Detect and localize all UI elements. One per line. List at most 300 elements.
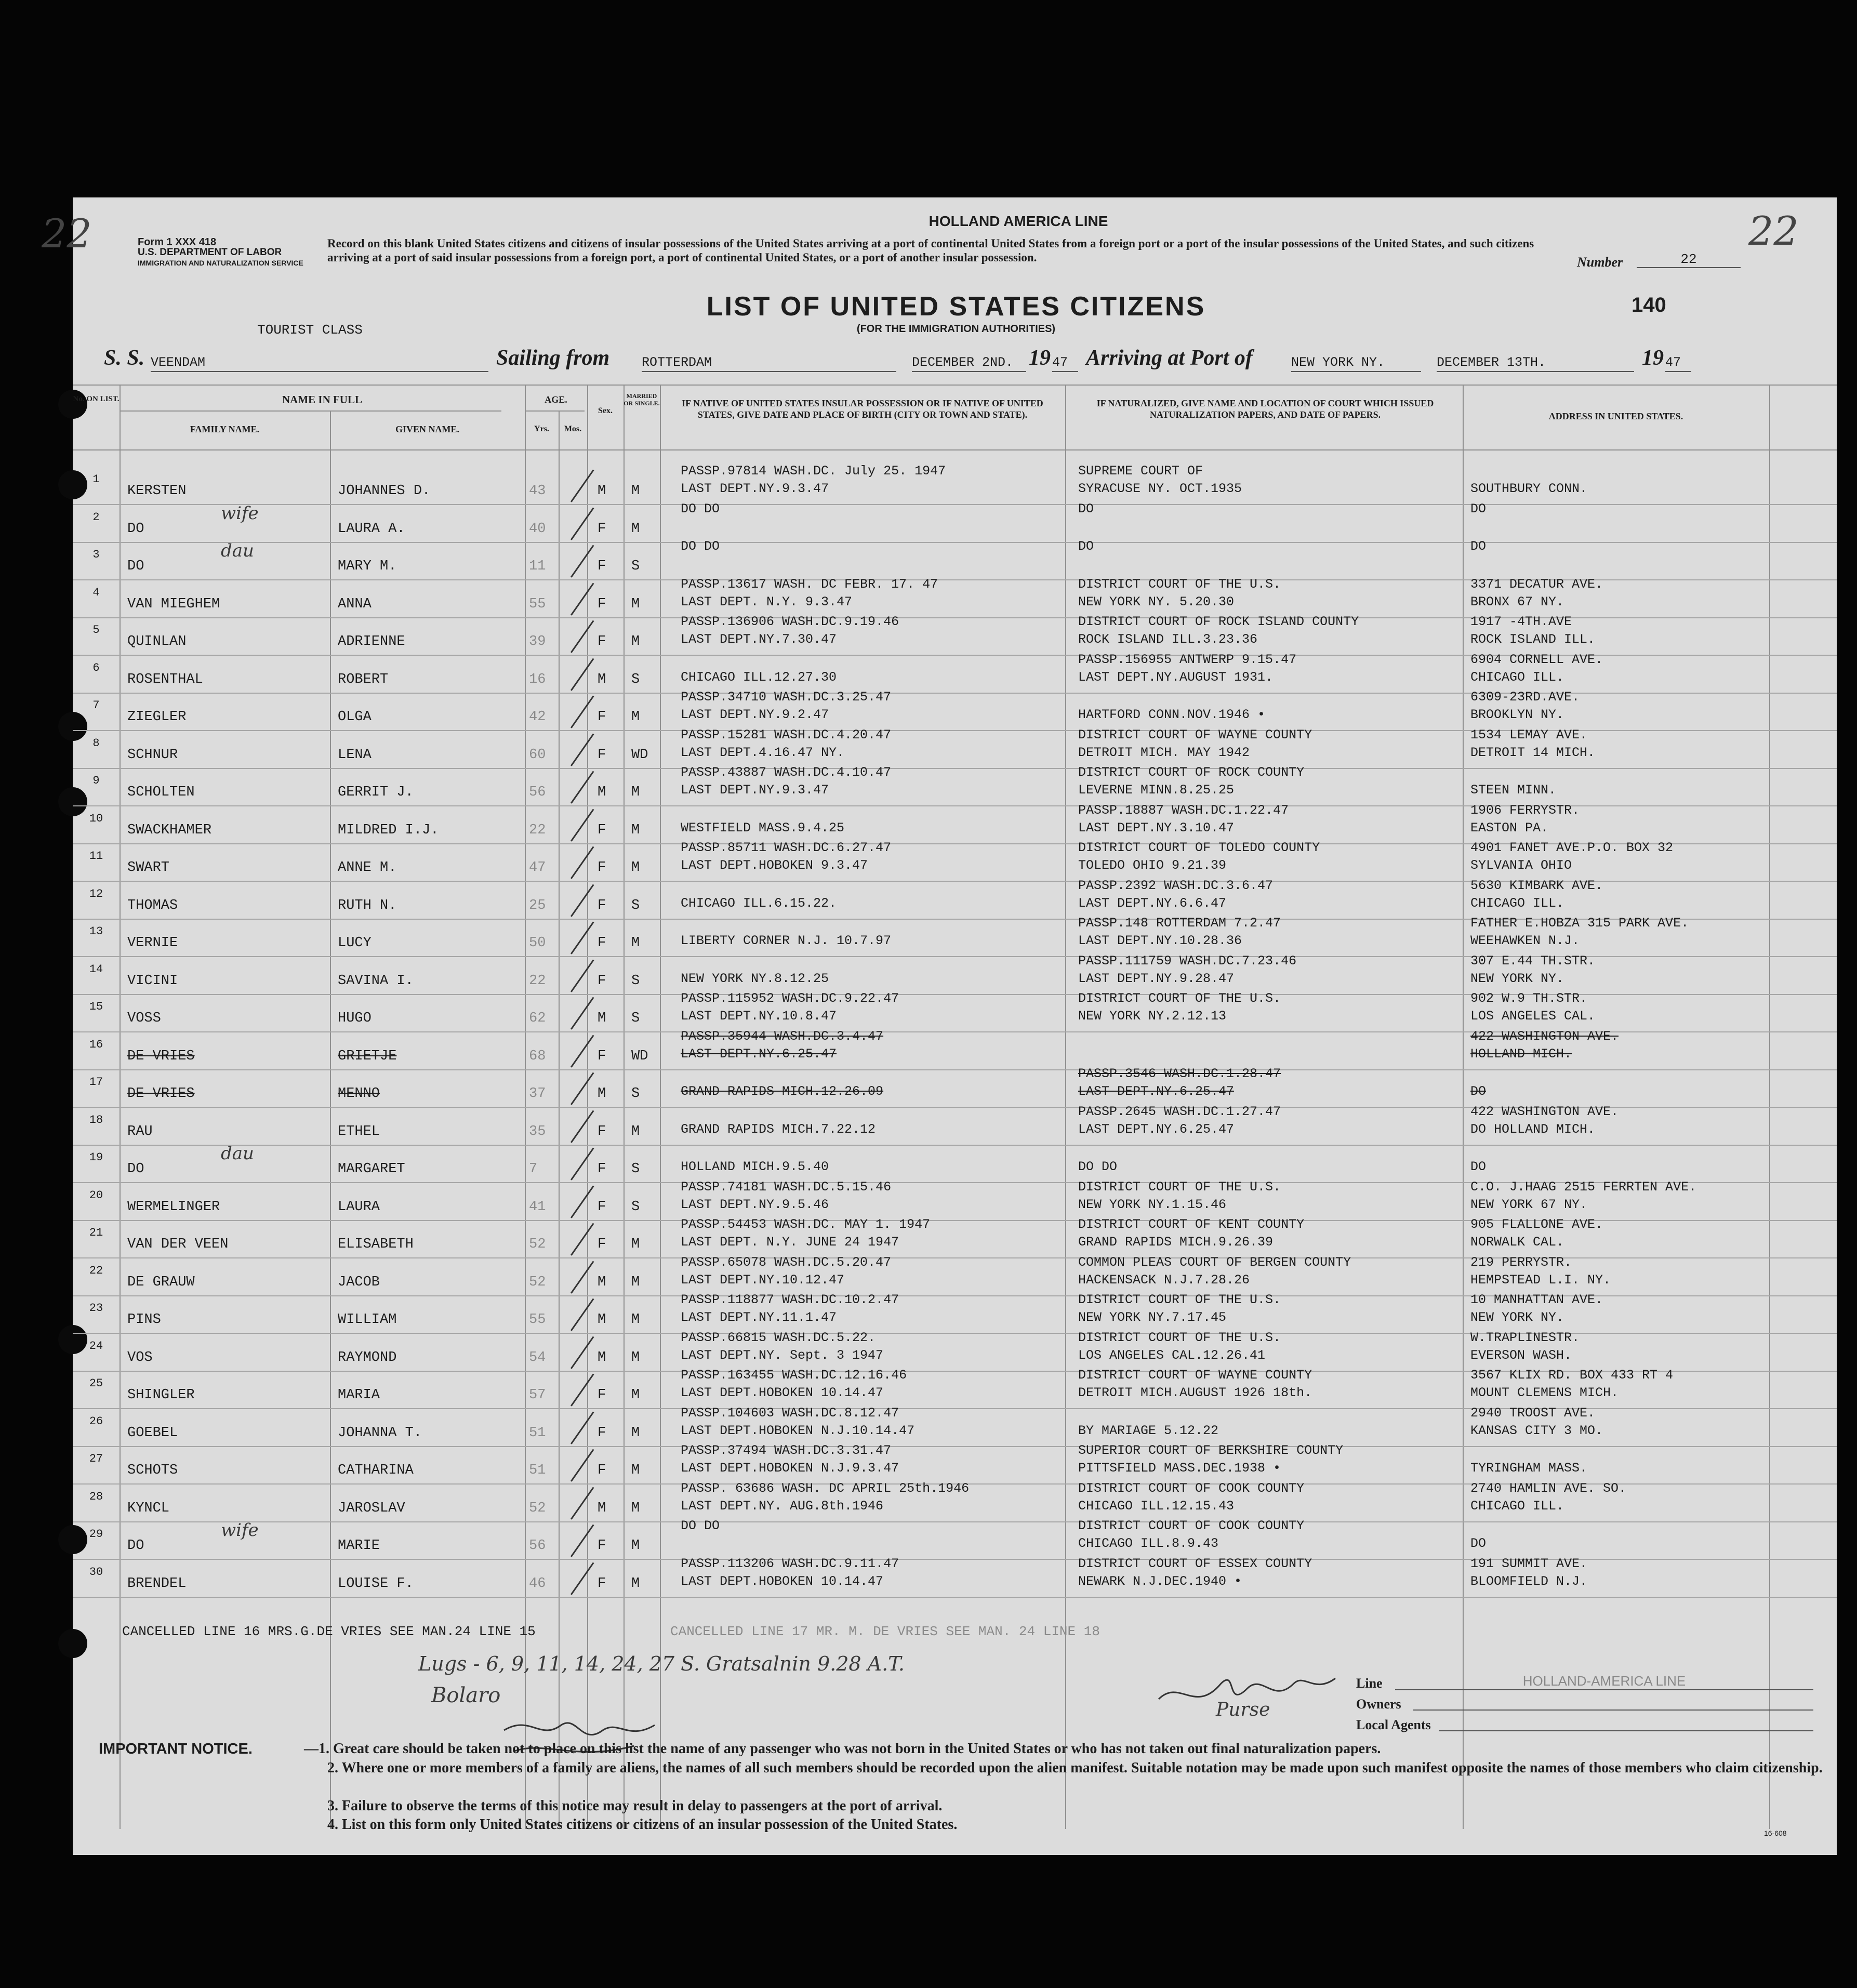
given-name: MENNO bbox=[338, 1086, 380, 1102]
address-line: CHICAGO ILL. bbox=[1470, 669, 1564, 685]
birth-info-line: LAST DEPT. N.Y. 9.3.47 bbox=[681, 594, 853, 609]
naturalization-line: NEW YORK NY.1.15.46 bbox=[1078, 1197, 1227, 1212]
naturalization-line: DISTRICT COURT OF TOLEDO COUNTY bbox=[1078, 840, 1320, 855]
row-number: 29 bbox=[89, 1528, 103, 1541]
given-name: MILDRED I.J. bbox=[338, 822, 439, 838]
row-number: 7 bbox=[92, 699, 100, 712]
naturalization-line: DISTRICT COURT OF ROCK COUNTY bbox=[1078, 765, 1305, 780]
age-years: 47 bbox=[529, 860, 546, 876]
family-name: VOSS bbox=[127, 1011, 161, 1026]
check-mark bbox=[571, 997, 594, 1030]
address-line: 2940 TROOST AVE. bbox=[1470, 1405, 1596, 1421]
row-number: 25 bbox=[89, 1377, 103, 1390]
family-name: SCHOLTEN bbox=[127, 785, 195, 800]
naturalization-line: BY MARIAGE 5.12.22 bbox=[1078, 1423, 1219, 1438]
sex: M bbox=[598, 1312, 606, 1328]
naturalization-line: SUPREME COURT OF bbox=[1078, 463, 1203, 479]
family-name: DE GRAUW bbox=[127, 1274, 195, 1290]
family-name: DO bbox=[127, 1161, 144, 1177]
age-years: 55 bbox=[529, 596, 546, 612]
address-line: 1906 FERRYSTR. bbox=[1470, 802, 1580, 818]
naturalization-line: SYRACUSE NY. OCT.1935 bbox=[1078, 481, 1242, 496]
row-number: 13 bbox=[89, 925, 103, 938]
birth-info-line: LIBERTY CORNER N.J. 10.7.97 bbox=[681, 933, 892, 948]
row-rule bbox=[73, 1521, 1837, 1522]
row-rule bbox=[73, 1069, 1837, 1070]
sex: F bbox=[598, 935, 606, 951]
address-line: 905 FLALLONE AVE. bbox=[1470, 1217, 1603, 1232]
age-years: 52 bbox=[529, 1237, 546, 1252]
naturalization-line: DISTRICT COURT OF KENT COUNTY bbox=[1078, 1217, 1305, 1232]
sex: F bbox=[598, 1387, 606, 1403]
given-name: RUTH N. bbox=[338, 897, 397, 913]
naturalization-line: DETROIT MICH.AUGUST 1926 18th. bbox=[1078, 1385, 1312, 1400]
marital-status: M bbox=[631, 1312, 640, 1328]
col-age: AGE. bbox=[545, 394, 567, 405]
sex: F bbox=[598, 1123, 606, 1139]
naturalization-line: DISTRICT COURT OF THE U.S. bbox=[1078, 1179, 1281, 1195]
marital-status: M bbox=[631, 785, 640, 800]
row-number: 14 bbox=[89, 962, 103, 976]
check-mark bbox=[571, 1261, 594, 1293]
birth-info-line: LAST DEPT.HOBOKEN 10.14.47 bbox=[681, 1573, 884, 1589]
age-years: 56 bbox=[529, 785, 546, 800]
table-header-bottom bbox=[73, 449, 1837, 450]
agents-label: Local Agents bbox=[1356, 1717, 1431, 1732]
col-birth: IF NATIVE OF UNITED STATES INSULAR POSSESSION OR IF NATIVE OF UNITED STATES, GIVE DATE AND PLACE OF BIRTH (CITY OR TOWN AND STATE). bbox=[682, 398, 1043, 420]
family-name: SCHOTS bbox=[127, 1463, 178, 1478]
birth-info-line: PASSP.66815 WASH.DC.5.22. bbox=[681, 1330, 876, 1345]
address-line: 191 SUMMIT AVE. bbox=[1470, 1556, 1588, 1571]
age-years: 56 bbox=[529, 1538, 546, 1554]
col-rule bbox=[330, 410, 331, 1829]
check-mark bbox=[571, 1148, 594, 1181]
family-name: SHINGLER bbox=[127, 1387, 195, 1403]
check-mark bbox=[571, 1110, 594, 1143]
page-mark-left: 22 bbox=[42, 210, 92, 257]
col-marital: MARRIED OR SINGLE. bbox=[624, 392, 660, 407]
check-mark bbox=[571, 959, 594, 992]
naturalization-line: PASSP.2645 WASH.DC.1.27.47 bbox=[1078, 1104, 1281, 1119]
birth-info-line: NEW YORK NY.8.12.25 bbox=[681, 971, 829, 986]
age-years: 22 bbox=[529, 822, 546, 838]
family-name: DO bbox=[127, 559, 144, 574]
age-years: 7 bbox=[529, 1161, 538, 1177]
row-number: 12 bbox=[89, 887, 103, 900]
naturalization-line: PITTSFIELD MASS.DEC.1938 • bbox=[1078, 1461, 1281, 1476]
family-name: DE VRIES bbox=[127, 1086, 195, 1102]
address-line: DO bbox=[1470, 501, 1487, 516]
address-line: FATHER E.HOBZA 315 PARK AVE. bbox=[1470, 916, 1689, 931]
family-name: KERSTEN bbox=[127, 483, 187, 499]
birth-info-line: LAST DEPT.4.16.47 NY. bbox=[681, 745, 845, 760]
family-name: THOMAS bbox=[127, 897, 178, 913]
family-name: SWART bbox=[127, 860, 170, 876]
form-number: Form 1 XXX 418 bbox=[138, 236, 217, 248]
address-line: ROCK ISLAND ILL. bbox=[1470, 632, 1596, 647]
address-line: MOUNT CLEMENS MICH. bbox=[1470, 1385, 1619, 1400]
naturalization-line: TOLEDO OHIO 9.21.39 bbox=[1078, 858, 1227, 873]
birth-info-line: LAST DEPT.NY.9.2.47 bbox=[681, 707, 829, 722]
table-border-top bbox=[73, 385, 1837, 386]
row-rule bbox=[73, 1257, 1837, 1258]
naturalization-line: DISTRICT COURT OF COOK COUNTY bbox=[1078, 1480, 1305, 1496]
notice-2: 2. Where one or more members of a family are aliens, the names of all such members should be recorded upon the alien manifest. Suitable notation may be made upon such manifest opposite the names of those members who claim citizenship. bbox=[327, 1760, 1823, 1776]
sex: M bbox=[598, 1349, 606, 1366]
sailing-label: Sailing from bbox=[496, 346, 610, 370]
given-name: LUCY bbox=[338, 935, 372, 951]
naturalization-line: NEW YORK NY. 5.20.30 bbox=[1078, 594, 1235, 609]
given-name: LAURA A. bbox=[338, 521, 405, 537]
birth-info-line: PASSP.37494 WASH.DC.3.31.47 bbox=[681, 1443, 892, 1458]
marital-status: M bbox=[631, 1123, 640, 1139]
birth-info-line: CHICAGO ILL.6.15.22. bbox=[681, 895, 837, 911]
row-number: 8 bbox=[92, 736, 100, 750]
age-years: 62 bbox=[529, 1011, 546, 1026]
naturalization-line: DISTRICT COURT OF THE U.S. bbox=[1078, 576, 1281, 592]
arrival-date: DECEMBER 13TH. bbox=[1437, 355, 1634, 372]
address-line: BRONX 67 NY. bbox=[1470, 594, 1564, 609]
given-name: MARY M. bbox=[338, 559, 397, 574]
col-name: NAME IN FULL bbox=[282, 393, 362, 406]
agents-line bbox=[1439, 1715, 1813, 1731]
sex: F bbox=[598, 860, 606, 876]
row-rule bbox=[73, 768, 1837, 769]
name-header-rule bbox=[120, 410, 501, 412]
row-number: 1 bbox=[92, 473, 100, 486]
row-number: 19 bbox=[89, 1151, 103, 1164]
address-line: NORWALK CAL. bbox=[1470, 1235, 1564, 1250]
address-line: 307 E.44 TH.STR. bbox=[1470, 953, 1596, 969]
birth-info-line: LAST DEPT.HOBOKEN 9.3.47 bbox=[681, 858, 868, 873]
birth-info-line: PASSP.15281 WASH.DC.4.20.47 bbox=[681, 727, 892, 743]
row-number: 18 bbox=[89, 1113, 103, 1126]
family-name: DO bbox=[127, 1538, 144, 1554]
given-name: ELISABETH bbox=[338, 1237, 414, 1252]
row-number: 11 bbox=[89, 850, 103, 863]
company-name: HOLLAND AMERICA LINE bbox=[928, 213, 1108, 229]
birth-info-line: PASSP.34710 WASH.DC.3.25.47 bbox=[681, 690, 892, 705]
address-line: EASTON PA. bbox=[1470, 820, 1549, 836]
birth-info-line: LAST DEPT.NY.10.8.47 bbox=[681, 1009, 837, 1024]
check-mark bbox=[571, 1072, 594, 1105]
cancel-note-1: CANCELLED LINE 16 MRS.G.DE VRIES SEE MAN.24 LINE 15 bbox=[122, 1624, 536, 1639]
age-years: 11 bbox=[529, 559, 546, 574]
given-name: LAURA bbox=[338, 1199, 380, 1215]
family-name: VICINI bbox=[127, 973, 178, 989]
age-years: 25 bbox=[529, 897, 546, 913]
marital-status: WD bbox=[631, 747, 648, 763]
voyage-line bbox=[104, 346, 1813, 372]
purser-signature-scrawl bbox=[1148, 1663, 1382, 1725]
given-name: OLGA bbox=[338, 709, 372, 725]
naturalization-line: PASSP.2392 WASH.DC.3.6.47 bbox=[1078, 878, 1274, 893]
age-years: 40 bbox=[529, 521, 546, 537]
birth-info-line: PASSP.97814 WASH.DC. July 25. 1947 bbox=[681, 463, 946, 479]
marital-status: M bbox=[631, 1425, 640, 1441]
marital-status: M bbox=[631, 634, 640, 650]
col-address: ADDRESS IN UNITED STATES. bbox=[1548, 411, 1683, 421]
given-name: RAYMOND bbox=[338, 1349, 397, 1366]
family-name: KYNCL bbox=[127, 1500, 170, 1516]
birth-info-line: PASSP.104603 WASH.DC.8.12.47 bbox=[681, 1405, 899, 1421]
address-line: WEEHAWKEN N.J. bbox=[1470, 933, 1580, 948]
address-line: DO bbox=[1470, 539, 1487, 554]
birth-info-line: GRAND RAPIDS MICH.7.22.12 bbox=[681, 1121, 876, 1137]
birth-info-line: GRAND RAPIDS MICH.12.26.09 bbox=[681, 1084, 884, 1099]
sex: M bbox=[598, 1274, 606, 1290]
address-line: DO bbox=[1470, 1536, 1487, 1551]
check-mark bbox=[571, 1487, 594, 1519]
sex: F bbox=[598, 747, 606, 763]
stamp-number: 140 bbox=[1631, 294, 1666, 316]
check-mark bbox=[571, 582, 594, 615]
marital-status: S bbox=[631, 1011, 640, 1026]
owners-label: Owners bbox=[1356, 1697, 1401, 1712]
address-line: 3371 DECATUR AVE. bbox=[1470, 576, 1603, 592]
birth-info-line: LAST DEPT.NY. AUG.8th.1946 bbox=[681, 1498, 884, 1514]
sailing-date: DECEMBER 2ND. bbox=[912, 355, 1026, 372]
birth-info-line: LAST DEPT.NY.10.12.47 bbox=[681, 1272, 845, 1288]
address-line: NEW YORK 67 NY. bbox=[1470, 1197, 1588, 1212]
birth-info-line: HOLLAND MICH.9.5.40 bbox=[681, 1159, 829, 1174]
marital-status: M bbox=[631, 483, 640, 499]
marital-status: M bbox=[631, 1500, 640, 1516]
row-rule bbox=[73, 1597, 1837, 1598]
marital-status: M bbox=[631, 822, 640, 838]
birth-info-line: LAST DEPT.NY.9.3.47 bbox=[681, 783, 829, 798]
address-line: LOS ANGELES CAL. bbox=[1470, 1009, 1596, 1024]
age-years: 35 bbox=[529, 1123, 546, 1139]
age-years: 50 bbox=[529, 935, 546, 951]
birth-info-line: LAST DEPT.NY. Sept. 3 1947 bbox=[681, 1347, 884, 1363]
naturalization-line: LAST DEPT.NY.6.25.47 bbox=[1078, 1084, 1235, 1099]
given-name: ETHEL bbox=[338, 1123, 380, 1139]
age-years: 42 bbox=[529, 709, 546, 725]
handwritten-relation: wife bbox=[221, 502, 259, 524]
address-line: EVERSON WASH. bbox=[1470, 1347, 1572, 1363]
naturalization-line: SUPERIOR COURT OF BERKSHIRE COUNTY bbox=[1078, 1443, 1344, 1458]
family-name: SWACKHAMER bbox=[127, 822, 212, 838]
number-value: 22 bbox=[1637, 251, 1741, 268]
check-mark bbox=[571, 545, 594, 578]
marital-status: M bbox=[631, 1463, 640, 1478]
sailing-year-prefix: 19 bbox=[1029, 346, 1051, 370]
notice-heading: IMPORTANT NOTICE. bbox=[99, 1741, 253, 1757]
address-line: 5630 KIMBARK AVE. bbox=[1470, 878, 1603, 893]
age-years: 51 bbox=[529, 1425, 546, 1441]
check-mark bbox=[571, 1185, 594, 1218]
sex: F bbox=[598, 822, 606, 838]
class-label: TOURIST CLASS bbox=[257, 322, 363, 338]
naturalization-line: DISTRICT COURT OF THE U.S. bbox=[1078, 1292, 1281, 1307]
age-years: 41 bbox=[529, 1199, 546, 1215]
family-name: GOEBEL bbox=[127, 1425, 178, 1441]
naturalization-line: NEW YORK NY.2.12.13 bbox=[1078, 1009, 1227, 1024]
marital-status: M bbox=[631, 1349, 640, 1366]
marital-status: S bbox=[631, 1086, 640, 1102]
naturalization-line: LAST DEPT.NY.9.28.47 bbox=[1078, 971, 1235, 986]
check-mark bbox=[571, 771, 594, 804]
naturalization-line: DISTRICT COURT OF THE U.S. bbox=[1078, 1330, 1281, 1345]
address-line: STEEN MINN. bbox=[1470, 783, 1557, 798]
arrival-port: NEW YORK NY. bbox=[1291, 355, 1421, 372]
row-number: 9 bbox=[92, 774, 100, 787]
row-rule bbox=[73, 542, 1837, 543]
naturalization-line: NEWARK N.J.DEC.1940 • bbox=[1078, 1573, 1242, 1589]
address-line: W.TRAPLINESTR. bbox=[1470, 1330, 1580, 1345]
age-years: 68 bbox=[529, 1048, 546, 1064]
age-years: 43 bbox=[529, 483, 546, 499]
naturalization-line: PASSP.148 ROTTERDAM 7.2.47 bbox=[1078, 916, 1281, 931]
family-name: DE VRIES bbox=[127, 1048, 195, 1064]
check-mark bbox=[571, 1374, 594, 1407]
address-line: 422 WASHINGTON AVE. bbox=[1470, 1028, 1619, 1044]
address-line: TYRINGHAM MASS. bbox=[1470, 1461, 1588, 1476]
sex: F bbox=[598, 1199, 606, 1215]
sex: M bbox=[598, 785, 606, 800]
age-years: 16 bbox=[529, 671, 546, 687]
birth-info-line: PASSP.163455 WASH.DC.12.16.46 bbox=[681, 1368, 907, 1383]
handwritten-note: Lugs - 6, 9, 11, 14, 24, 27 S. Gratsalnin 9.28 A.T. bbox=[418, 1652, 905, 1675]
naturalization-line: CHICAGO ILL.12.15.43 bbox=[1078, 1498, 1235, 1514]
handwritten-relation: wife bbox=[221, 1520, 259, 1541]
naturalization-line: LOS ANGELES CAL.12.26.41 bbox=[1078, 1347, 1266, 1363]
marital-status: M bbox=[631, 1538, 640, 1554]
given-name: MARIA bbox=[338, 1387, 380, 1403]
check-mark bbox=[571, 1562, 594, 1595]
age-years: 52 bbox=[529, 1274, 546, 1290]
address-line: DO bbox=[1470, 1084, 1487, 1099]
row-number: 2 bbox=[92, 510, 100, 524]
row-number: 10 bbox=[89, 812, 103, 825]
notice-4: 4. List on this form only United States citizens or citizens of an insular possession of the United States. bbox=[327, 1817, 958, 1833]
address-line: 3567 KLIX RD. BOX 433 RT 4 bbox=[1470, 1368, 1674, 1383]
check-mark bbox=[571, 1449, 594, 1482]
row-number: 15 bbox=[89, 1000, 103, 1013]
cancel-note-2: CANCELLED LINE 17 MR. M. DE VRIES SEE MAN. 24 LINE 18 bbox=[670, 1624, 1100, 1639]
naturalization-line: DISTRICT COURT OF THE U.S. bbox=[1078, 991, 1281, 1006]
col-family: FAMILY NAME. bbox=[190, 424, 260, 434]
birth-info-line: LAST DEPT.NY.11.1.47 bbox=[681, 1310, 837, 1325]
address-line: KANSAS CITY 3 MO. bbox=[1470, 1423, 1603, 1438]
marital-status: M bbox=[631, 1575, 640, 1592]
signature-inspector: Bolaro bbox=[431, 1684, 501, 1707]
address-line: 6309-23RD.AVE. bbox=[1470, 690, 1580, 705]
address-line: SOUTHBURY CONN. bbox=[1470, 481, 1588, 496]
address-line: 2740 HAMLIN AVE. SO. bbox=[1470, 1480, 1627, 1496]
sex: M bbox=[598, 1011, 606, 1026]
check-mark bbox=[571, 1035, 594, 1067]
sex: F bbox=[598, 1575, 606, 1592]
age-years: 52 bbox=[529, 1500, 546, 1516]
address-line: DO HOLLAND MICH. bbox=[1470, 1121, 1596, 1137]
row-number: 6 bbox=[92, 661, 100, 674]
birth-info-line: CHICAGO ILL.12.27.30 bbox=[681, 669, 837, 685]
sex: F bbox=[598, 634, 606, 650]
family-name: PINS bbox=[127, 1312, 161, 1328]
sex: F bbox=[598, 521, 606, 537]
birth-info-line: LAST DEPT.NY.9.3.47 bbox=[681, 481, 829, 496]
family-name: VERNIE bbox=[127, 935, 178, 951]
row-number: 5 bbox=[92, 624, 100, 637]
check-mark bbox=[571, 507, 594, 540]
line-value: HOLLAND-AMERICA LINE bbox=[1395, 1673, 1813, 1690]
marital-status: WD bbox=[631, 1048, 648, 1064]
col-mos: Mos. bbox=[564, 425, 582, 433]
marital-status: M bbox=[631, 935, 640, 951]
row-number: 28 bbox=[89, 1490, 103, 1503]
birth-info-line: PASSP.65078 WASH.DC.5.20.47 bbox=[681, 1254, 892, 1270]
marital-status: M bbox=[631, 521, 640, 537]
naturalization-line: DISTRICT COURT OF ESSEX COUNTY bbox=[1078, 1556, 1312, 1571]
sex: F bbox=[598, 559, 606, 574]
binder-hole bbox=[58, 1629, 87, 1658]
address-line: BROOKLYN NY. bbox=[1470, 707, 1564, 722]
given-name: JACOB bbox=[338, 1274, 380, 1290]
given-name: GRIETJE bbox=[338, 1048, 397, 1064]
arrival-year: 47 bbox=[1665, 355, 1691, 372]
sex: M bbox=[598, 1086, 606, 1102]
address-line: 1917 -4TH.AVE bbox=[1470, 614, 1572, 629]
notice-3: 3. Failure to observe the terms of this notice may result in delay to passengers at the port of arrival. bbox=[327, 1798, 943, 1814]
check-mark bbox=[571, 1525, 594, 1557]
age-years: 51 bbox=[529, 1463, 546, 1478]
birth-info-line: PASSP.115952 WASH.DC.9.22.47 bbox=[681, 991, 899, 1006]
sex: F bbox=[598, 1425, 606, 1441]
birth-info-line: PASSP.43887 WASH.DC.4.10.47 bbox=[681, 765, 892, 780]
sex: F bbox=[598, 709, 606, 725]
line-label: Line bbox=[1356, 1676, 1383, 1691]
address-line: SYLVANIA OHIO bbox=[1470, 858, 1572, 873]
ship-name: VEENDAM bbox=[151, 355, 488, 372]
birth-info-line: PASSP.13617 WASH. DC FEBR. 17. 47 bbox=[681, 576, 938, 592]
page-title: LIST OF UNITED STATES CITIZENS bbox=[706, 291, 1206, 322]
page-subtitle: (FOR THE IMMIGRATION AUTHORITIES) bbox=[856, 323, 1056, 335]
address-line: CHICAGO ILL. bbox=[1470, 1498, 1564, 1514]
birth-info-line: DO DO bbox=[681, 539, 720, 554]
col-yrs: Yrs. bbox=[534, 425, 549, 433]
family-name: VAN MIEGHEM bbox=[127, 596, 220, 612]
birth-info-line: PASSP.35944 WASH.DC.3.4.47 bbox=[681, 1028, 884, 1044]
family-name: SCHNUR bbox=[127, 747, 178, 763]
address-line: BLOOMFIELD N.J. bbox=[1470, 1573, 1588, 1589]
birth-info-line: PASSP.118877 WASH.DC.10.2.47 bbox=[681, 1292, 899, 1307]
birth-info-line: LAST DEPT.HOBOKEN N.J.10.14.47 bbox=[681, 1423, 915, 1438]
naturalization-line: LAST DEPT.NY.3.10.47 bbox=[1078, 820, 1235, 836]
naturalization-line: DISTRICT COURT OF WAYNE COUNTY bbox=[1078, 727, 1312, 743]
birth-info-line: PASSP.136906 WASH.DC.9.19.46 bbox=[681, 614, 899, 629]
naturalization-line: PASSP.3546 WASH.DC.1.28.47 bbox=[1078, 1066, 1281, 1081]
sex: M bbox=[598, 483, 606, 499]
marital-status: M bbox=[631, 1237, 640, 1252]
check-mark bbox=[571, 620, 594, 653]
marital-status: S bbox=[631, 1161, 640, 1177]
age-years: 54 bbox=[529, 1349, 546, 1366]
given-name: CATHARINA bbox=[338, 1463, 414, 1478]
given-name: GERRIT J. bbox=[338, 785, 414, 800]
birth-info-line: DO DO bbox=[681, 501, 720, 516]
naturalization-line: DISTRICT COURT OF WAYNE COUNTY bbox=[1078, 1368, 1312, 1383]
sex: M bbox=[598, 1500, 606, 1516]
check-mark bbox=[571, 846, 594, 879]
given-name: ADRIENNE bbox=[338, 634, 405, 650]
naturalization-line: DISTRICT COURT OF COOK COUNTY bbox=[1078, 1518, 1305, 1533]
row-number: 20 bbox=[89, 1188, 103, 1202]
naturalization-line: PASSP.111759 WASH.DC.7.23.46 bbox=[1078, 953, 1297, 969]
given-name: ROBERT bbox=[338, 671, 389, 687]
intro-text: Record on this blank United States citizens and citizens of insular possessions of the United States arriving at a port of continental United States from a foreign port or a port of the insular possessions of the United States, and such citizens arriving at a port of said insular possessions from a foreign port, a port of continental United States, or a port of another insular possession. bbox=[327, 237, 1534, 264]
